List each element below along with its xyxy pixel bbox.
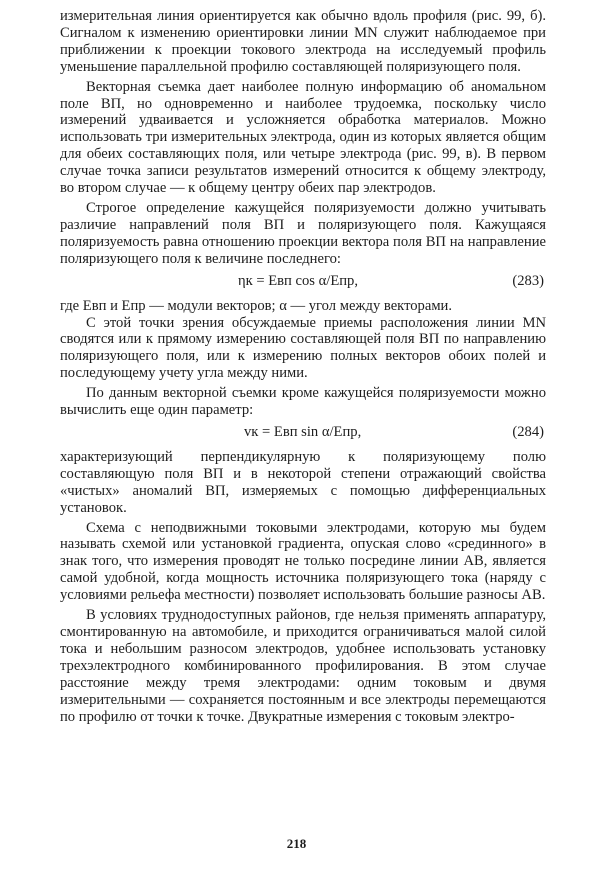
- page-number: 218: [286, 836, 307, 851]
- page-text: [60, 8, 546, 725]
- paragraph-4: где Eвп и Eпр — модули векторов; α — угол между векторами.: [60, 297, 453, 314]
- paragraph-7: характеризующий перпендикулярную к поляризующему полю составляющую поля ВП и в некоторой степени отражающий свойства «чистых» аномалий ВП, измеряемых с помощью дифференциальных установок.: [60, 448, 546, 516]
- paragraph-9: В условиях труднодоступных районов, где нельзя применять аппаратуру, смонтированную на автомобиле, и приходится ограничиваться малой силой тока и небольшим разносом электродов, удобнее использовать установку трехэлектродного комбинированного профилирования. В этом случае расстояние между тремя электродами: одним токовым и двумя измерительными — сохраняется постоянным и все электроды перемещаются по профилю от точки к точке. Двукратные измерения с токовым электро-: [60, 607, 546, 725]
- equation-283-formula: ηк = Eвп cos α/Eпр,: [238, 272, 358, 289]
- equation-284-formula: vк = Eвп sin α/Eпр,: [244, 423, 362, 440]
- paragraph-6: По данным векторной съемки кроме кажущейся поляризуемости можно вычислить еще один параметр:: [60, 385, 546, 419]
- equation-284-number: (284): [512, 423, 544, 440]
- paragraph-8: Схема с неподвижными токовыми электродами, которую мы будем называть схемой или установкой градиента, опуская слово «срединного» в знак того, что измерения проводят не только посредине линии AB, является самой удобной, когда мощность источника поляризующего тока (наряду с условиями рельефа местности) позволяет использовать большие разносы AB.: [60, 519, 546, 604]
- paragraph-1: измерительная линия ориентируется как обычно вдоль профиля (рис. 99, б). Сигналом к изменению ориентировки линии MN служит наблюдаемое при приближении к проекции токового электрода на исследуемый профиль уменьшение параллельной профилю составляющей поляризующего поля.: [60, 8, 546, 75]
- paragraph-2: Векторная съемка дает наиболее полную информацию об аномальном поле ВП, но одновременно и наиболее трудоемка, поскольку число измерений удваивается и усложняется обработка материалов. Можно использовать три измерительных электрода, один из которых является общим для обеих составляющих поля, или четыре электрода (рис. 99, в). В первом случае точка записи результатов измерений относится к общему электроду, во втором случае — к общему центру обеих пар электродов.: [60, 78, 546, 197]
- equation-283-number: (283): [512, 272, 544, 289]
- paragraph-5: С этой точки зрения обсуждаемые приемы расположения линии MN сводятся или к прямому измерению составляющей поля ВП по направлению поляризующего поля, или к измерению полных векторов обоих полей и последующему учету угла между ними.: [60, 314, 546, 382]
- equation-283: [60, 268, 546, 298]
- equation-284: [60, 419, 546, 449]
- paragraph-3: Строгое определение кажущейся поляризуемости должно учитывать различие направлений поля ВП и поляризующего поля. Кажущаяся поляризуемость равна отношению проекции вектора поля ВП на направление поляризующего поля к величине последнего:: [60, 199, 546, 267]
